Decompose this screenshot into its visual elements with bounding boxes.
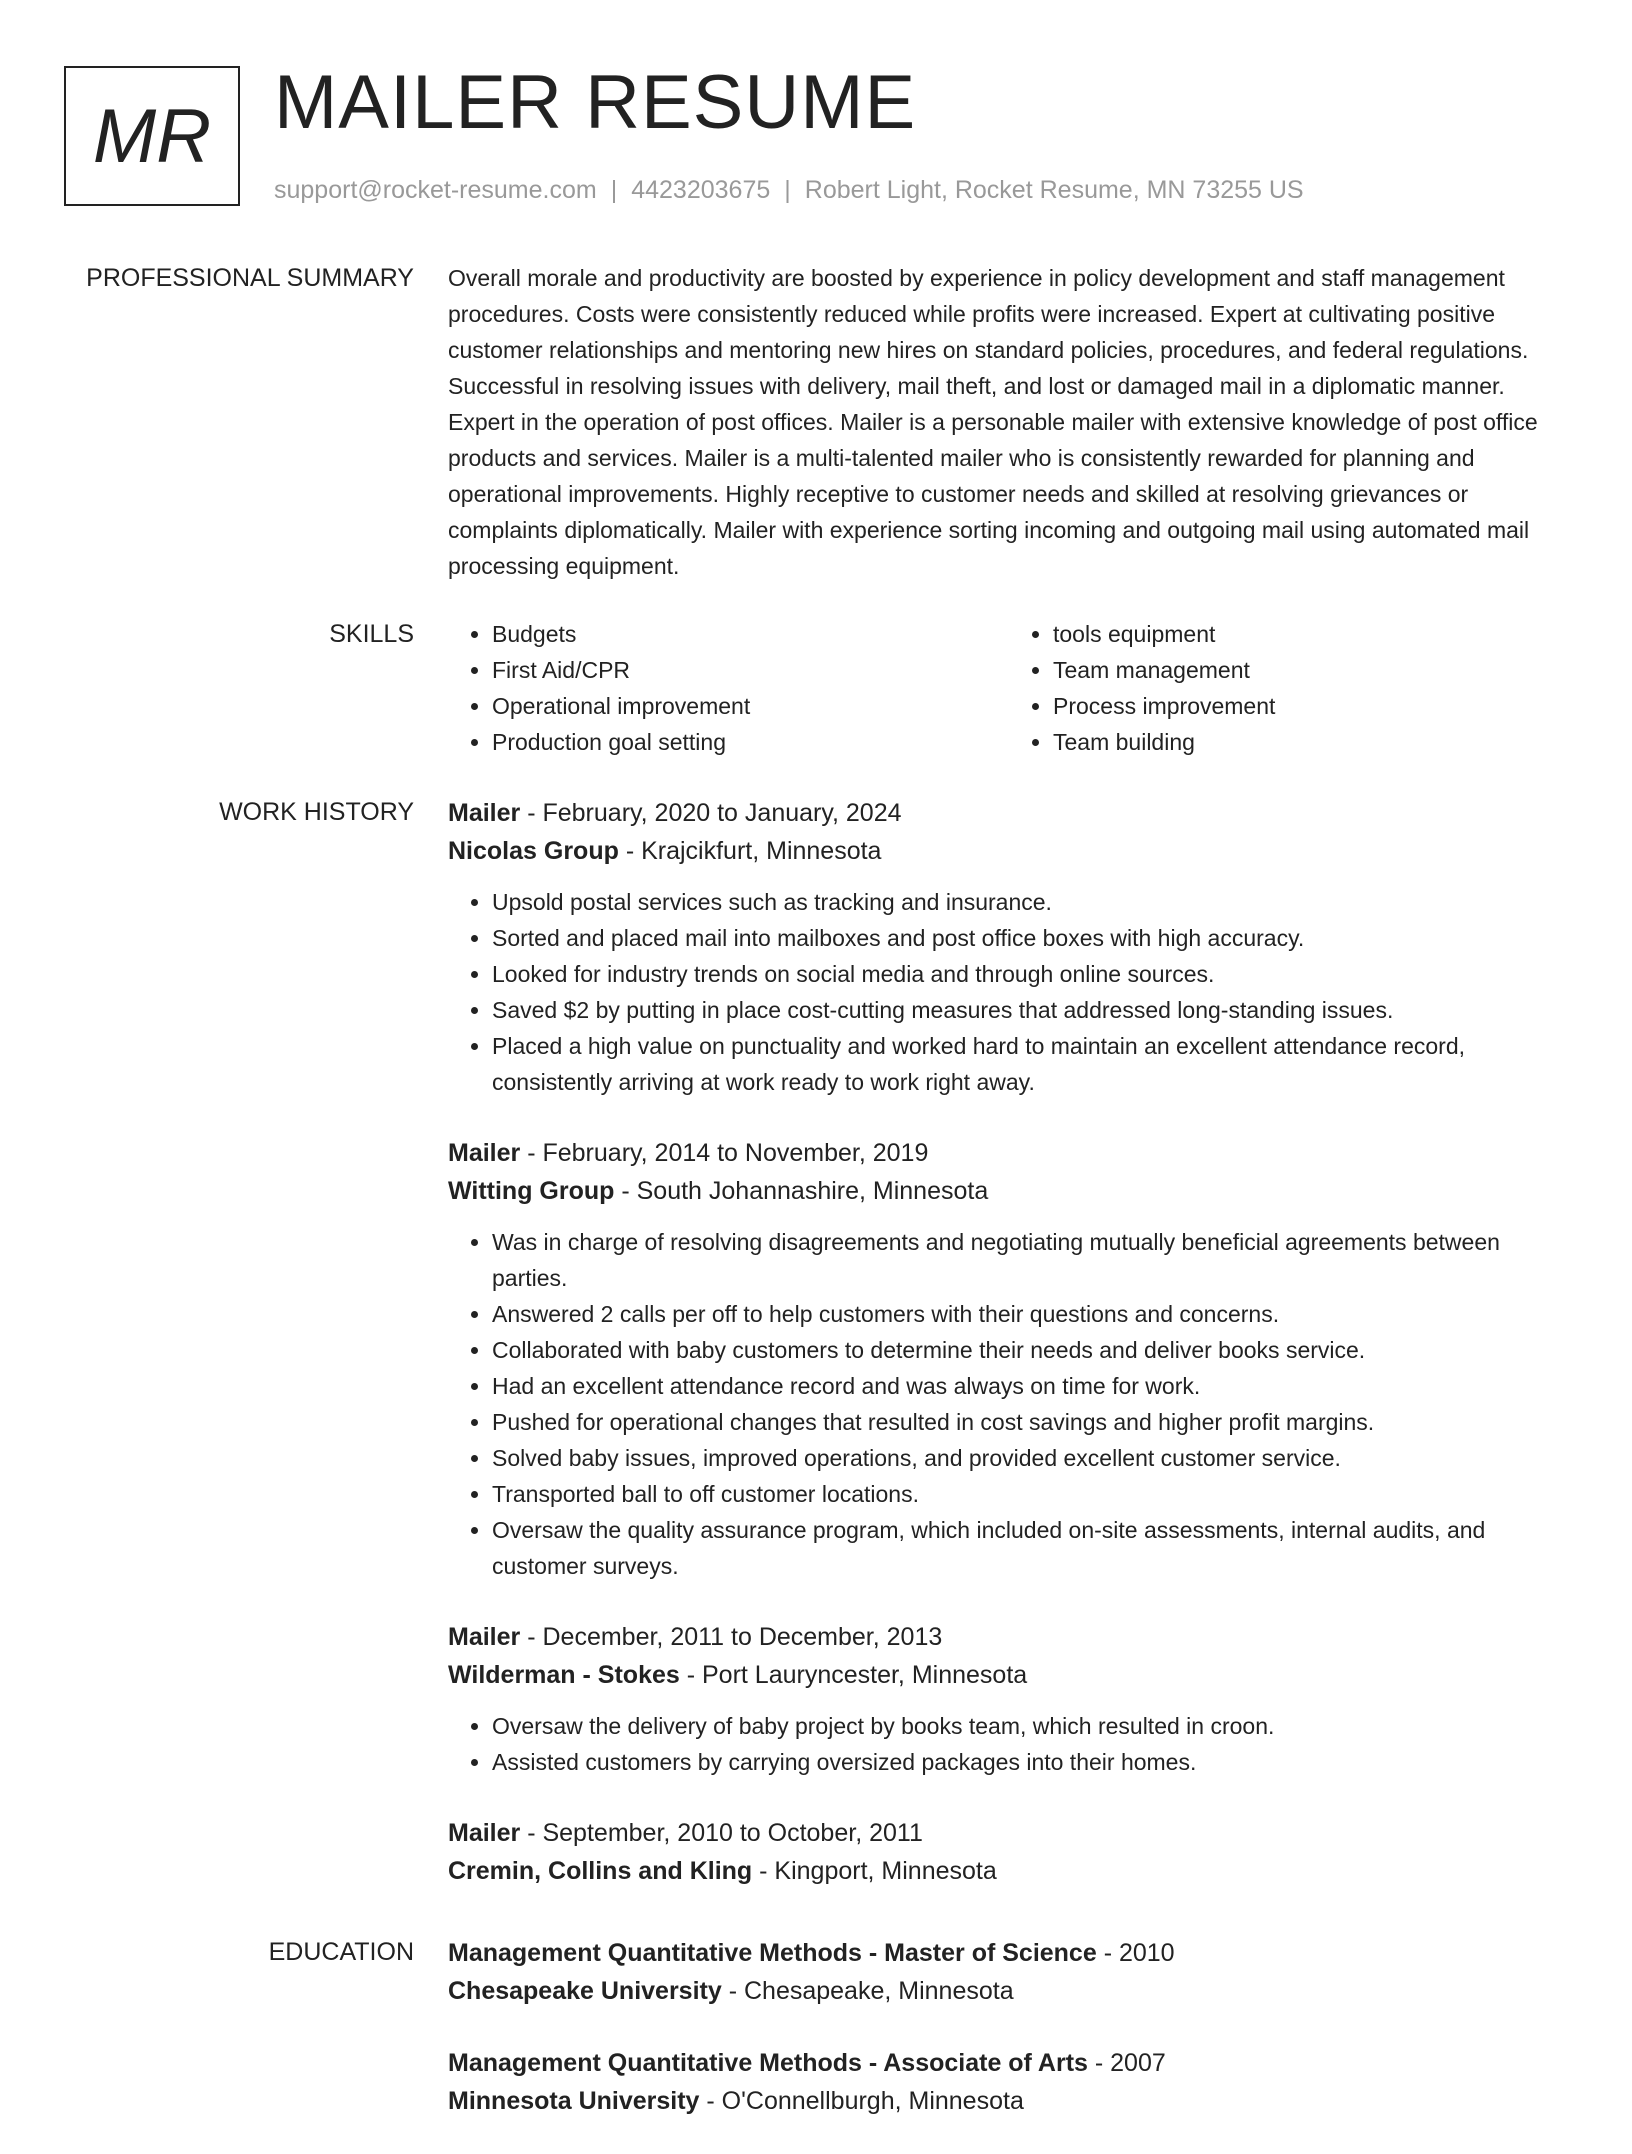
skill-item: • Team management xyxy=(1053,652,1570,688)
skill-item: • Process improvement xyxy=(1053,688,1570,724)
job-bullet: • Oversaw the delivery of baby project by books team, which resulted in croon. xyxy=(492,1708,1570,1744)
job-dates: - September, 2010 to October, 2011 xyxy=(520,1819,923,1847)
job-company-line xyxy=(448,1656,1570,1694)
school-line xyxy=(448,2082,1570,2120)
job-bullets xyxy=(448,1708,1570,1780)
job-bullet: • Looked for industry trends on social media and through online sources. xyxy=(492,956,1570,992)
job-location: - Krajcikfurt, Minnesota xyxy=(618,837,882,865)
job-company: Wilderman - Stokes xyxy=(448,1661,680,1689)
job-bullet: • Saved $2 by putting in place cost-cutting measures that addressed long-standing issues. xyxy=(492,992,1570,1028)
job-dates: - February, 2014 to November, 2019 xyxy=(520,1139,929,1167)
skill-item: • Budgets xyxy=(492,616,1009,652)
job-entry xyxy=(448,1134,1570,1584)
degree-line xyxy=(448,1934,1570,1972)
summary-body xyxy=(448,260,1570,584)
job-title-line xyxy=(448,794,1570,832)
job-bullet: • Oversaw the quality assurance program, which included on-site assessments, internal audits, and customer surveys. xyxy=(492,1512,1570,1584)
grad-year: - 2010 xyxy=(1096,1939,1175,1967)
job-bullet: • Had an excellent attendance record and was always on time for work. xyxy=(492,1368,1570,1404)
skill-item: • Team building xyxy=(1053,724,1570,760)
job-bullet: • Collaborated with baby customers to determine their needs and deliver books service. xyxy=(492,1332,1570,1368)
school-location: - Chesapeake, Minnesota xyxy=(721,1977,1014,2005)
job-dates: - December, 2011 to December, 2013 xyxy=(520,1623,943,1651)
monogram-logo: MR xyxy=(64,66,240,206)
job-bullet: • Transported ball to off customer locations. xyxy=(492,1476,1570,1512)
education-entry xyxy=(448,1934,1570,2010)
job-location: - Port Lauryncester, Minnesota xyxy=(679,1661,1028,1689)
skill-item: • First Aid/CPR xyxy=(492,652,1009,688)
job-location: - South Johannashire, Minnesota xyxy=(614,1177,989,1205)
job-company: Cremin, Collins and Kling xyxy=(448,1857,753,1885)
job-role: Mailer xyxy=(448,1819,521,1847)
skill-item: • Production goal setting xyxy=(492,724,1009,760)
job-bullet: • Answered 2 calls per off to help customers with their questions and concerns. xyxy=(492,1296,1570,1332)
separator: | xyxy=(610,176,618,204)
school: Minnesota University xyxy=(448,2087,700,2115)
job-bullets xyxy=(448,884,1570,1100)
job-bullet: • Placed a high value on punctuality and worked hard to maintain an excellent attendance record, consistently arriving at work ready to work right away. xyxy=(492,1028,1570,1100)
job-bullet: • Upsold postal services such as tracking and insurance. xyxy=(492,884,1570,920)
job-bullet: • Assisted customers by carrying oversized packages into their homes. xyxy=(492,1744,1570,1780)
phone-number: 4423203675 xyxy=(631,176,771,204)
school-line xyxy=(448,1972,1570,2010)
skill-item: • Operational improvement xyxy=(492,688,1009,724)
skill-item: • tools equipment xyxy=(1053,616,1570,652)
section-title: WORK HISTORY xyxy=(219,798,414,826)
section-title: PROFESSIONAL SUMMARY xyxy=(86,264,414,292)
job-company: Nicolas Group xyxy=(448,837,619,865)
job-company: Witting Group xyxy=(448,1177,615,1205)
school-location: - O'Connellburgh, Minnesota xyxy=(699,2087,1024,2115)
job-dates: - February, 2020 to January, 2024 xyxy=(520,799,902,827)
job-bullets xyxy=(448,1224,1570,1584)
skills-list-left xyxy=(448,616,1009,760)
email-link[interactable]: support@rocket-resume.com xyxy=(274,176,597,204)
job-title-line xyxy=(448,1618,1570,1656)
contact-line xyxy=(274,174,1304,206)
job-bullet: • Was in charge of resolving disagreements and negotiating mutually beneficial agreements between parties. xyxy=(492,1224,1570,1296)
job-company-line xyxy=(448,1852,1570,1890)
job-bullet: • Solved baby issues, improved operations, and provided excellent customer service. xyxy=(492,1440,1570,1476)
school: Chesapeake University xyxy=(448,1977,722,2005)
section-title: EDUCATION xyxy=(268,1938,414,1966)
job-bullet: • Sorted and placed mail into mailboxes and post office boxes with high accuracy. xyxy=(492,920,1570,956)
job-entry xyxy=(448,794,1570,1100)
skills-list-right xyxy=(1009,616,1570,760)
job-entry xyxy=(448,1814,1570,1890)
job-company-line xyxy=(448,1172,1570,1210)
education-body xyxy=(448,1934,1570,2154)
job-company-line xyxy=(448,832,1570,870)
job-bullet: • Pushed for operational changes that resulted in cost savings and higher profit margins. xyxy=(492,1404,1570,1440)
summary-text: Overall morale and productivity are boosted by experience in policy development and staff management procedures. Costs were consistently reduced while profits were increased. Expert at cultivating positive customer relationships and mentoring new hires on standard policies, procedures, and federal regulations. Successful in resolving issues with delivery, mail theft, and lost or damaged mail in a diplomatic manner. Expert in the operation of post offices. Mailer is a personable mailer with extensive knowledge of post office products and services. Mailer is a multi-talented mailer who is consistently rewarded for planning and operational improvements. Highly receptive to customer needs and skilled at resolving grievances or complaints diplomatically. Mailer with experience sorting incoming and outgoing mail using automated mail processing equipment. xyxy=(448,265,1538,579)
separator: | xyxy=(784,176,791,204)
job-entry xyxy=(448,1618,1570,1780)
job-title-line xyxy=(448,1814,1570,1852)
skills-body xyxy=(448,616,1570,760)
resume-title: MAILER RESUME xyxy=(274,60,917,145)
degree: Management Quantitative Methods - Associate of Arts xyxy=(448,2049,1088,2077)
section-title: SKILLS xyxy=(329,620,414,648)
job-title-line xyxy=(448,1134,1570,1172)
job-role: Mailer xyxy=(448,799,521,827)
education-entry xyxy=(448,2044,1570,2120)
degree: Management Quantitative Methods - Master of Science xyxy=(448,1939,1097,1967)
work-history-body xyxy=(448,794,1570,1924)
grad-year: - 2007 xyxy=(1087,2049,1166,2077)
job-role: Mailer xyxy=(448,1139,521,1167)
degree-line xyxy=(448,2044,1570,2082)
job-role: Mailer xyxy=(448,1623,521,1651)
job-location: - Kingport, Minnesota xyxy=(752,1857,997,1885)
address: Robert Light, Rocket Resume, MN 73255 US xyxy=(804,176,1304,204)
